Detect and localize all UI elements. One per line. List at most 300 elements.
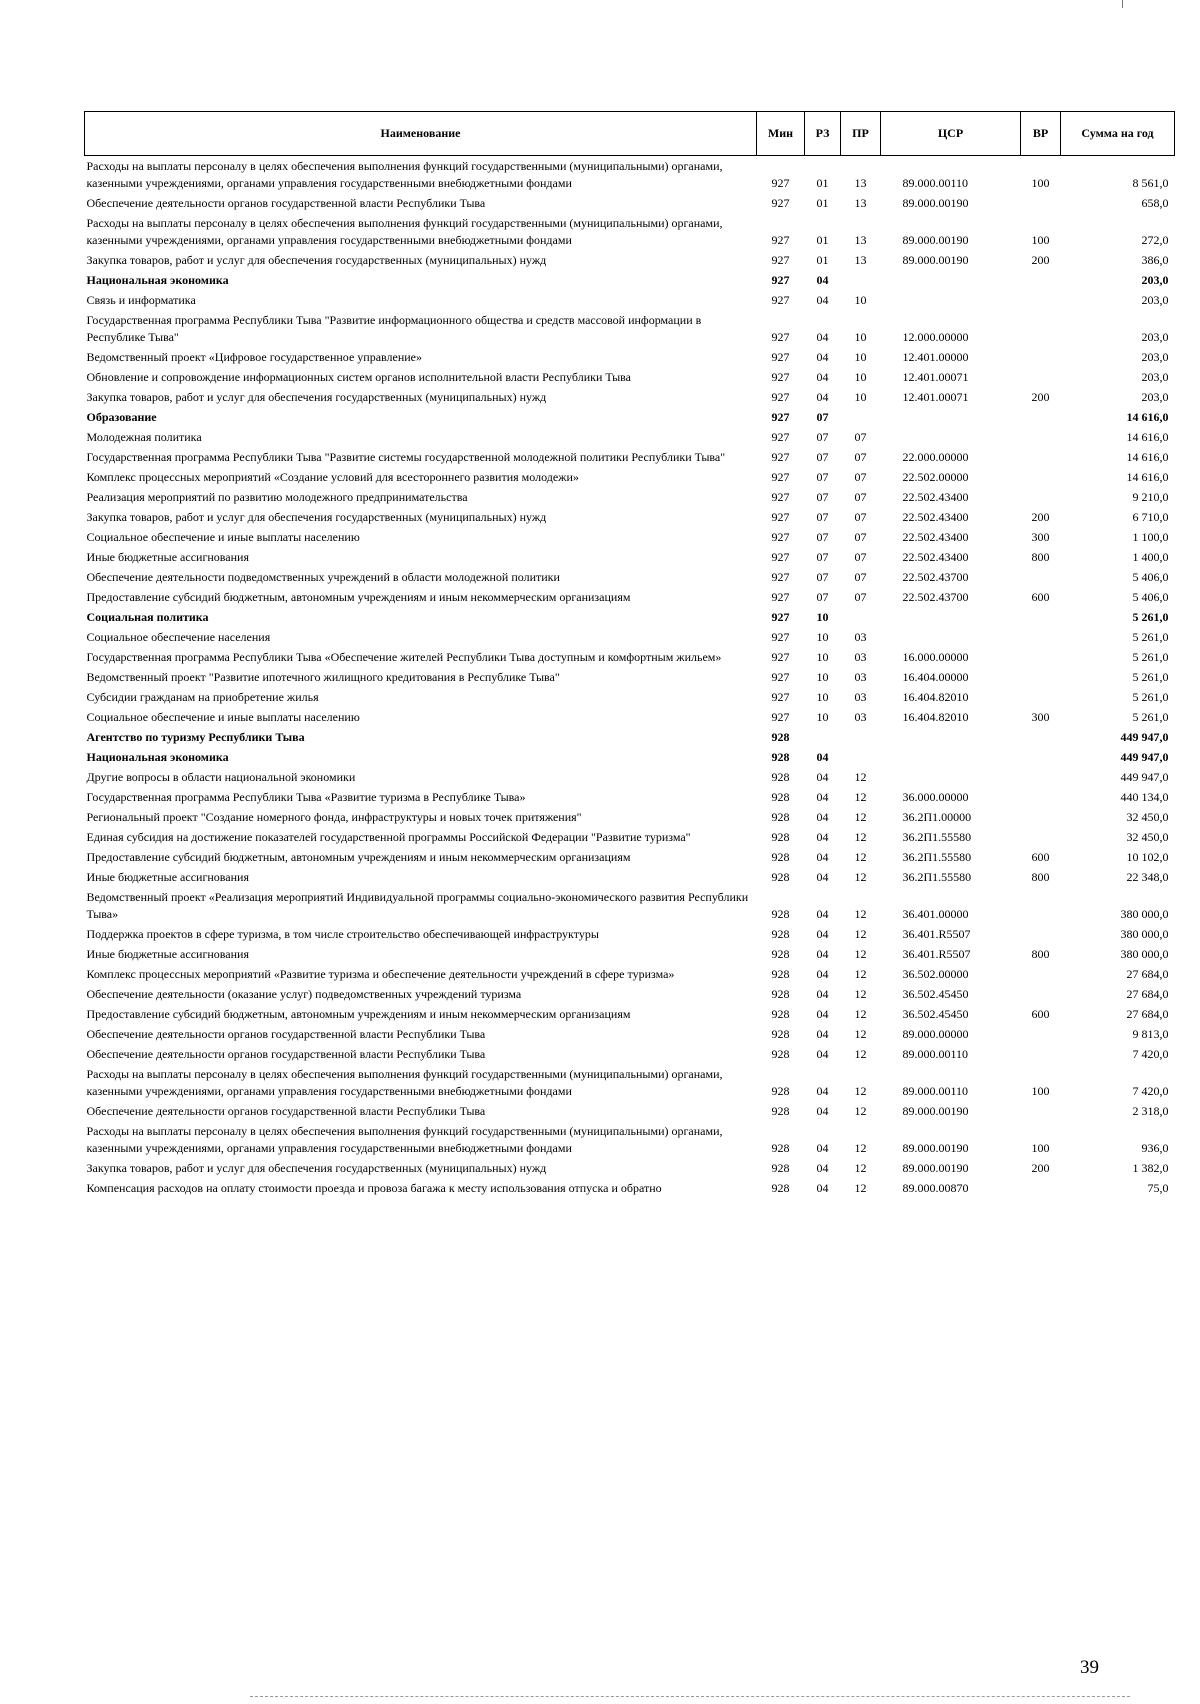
table-row — [85, 687, 1175, 707]
table-row — [85, 847, 1175, 867]
cell-csr: 36.502.45450 — [902, 987, 969, 1001]
cell-name: Государственная программа Республики Тыва «Развитие туризма в Республике Тыва» — [86, 790, 526, 804]
cell-vr — [1021, 827, 1061, 847]
cell-pr: 10 — [854, 350, 867, 364]
cell-pr: 07 — [854, 530, 867, 544]
cell-pr: 12 — [854, 1141, 867, 1155]
table-row — [85, 270, 1175, 290]
table-body — [85, 156, 1175, 1199]
cell-csr — [881, 727, 1021, 747]
header-csr: ЦСР — [881, 112, 1021, 156]
cell-sum: 936,0 — [1141, 1141, 1169, 1155]
cell-pr: 12 — [854, 987, 867, 1001]
cell-pr: 12 — [854, 870, 867, 884]
cell-pr: 12 — [854, 1084, 867, 1098]
cell-rz: 07 — [816, 470, 829, 484]
cell-rz: 07 — [816, 530, 829, 544]
cell-min: 927 — [771, 293, 790, 307]
cell-rz: 04 — [816, 927, 829, 941]
cell-vr — [1021, 984, 1061, 1004]
table-row — [85, 984, 1175, 1004]
cell-min: 928 — [771, 927, 790, 941]
cell-min: 927 — [771, 710, 790, 724]
header-sum: Сумма на год — [1061, 112, 1175, 156]
cell-name: Социальное обеспечение и иные выплаты населению — [86, 710, 360, 724]
cell-pr: 12 — [854, 770, 867, 784]
cell-name: Обеспечение деятельности органов государственной власти Республики Тыва — [86, 1104, 486, 1118]
cell-rz: 04 — [816, 293, 829, 307]
cell-pr: 10 — [854, 293, 867, 307]
cell-pr — [841, 407, 881, 427]
table-row — [85, 347, 1175, 367]
cell-vr: 200 — [1031, 390, 1050, 404]
cell-name: Образование — [86, 410, 157, 424]
scan-artifact-tick — [1122, 0, 1123, 8]
cell-csr: 89.000.00190 — [902, 253, 969, 267]
table-row — [85, 747, 1175, 767]
table-row — [85, 310, 1175, 347]
cell-name: Закупка товаров, работ и услуг для обеспечения государственных (муниципальных) нужд — [86, 510, 547, 524]
cell-rz: 04 — [816, 1047, 829, 1061]
cell-pr: 13 — [854, 233, 867, 247]
cell-name: Обеспечение деятельности органов государственной власти Республики Тыва — [86, 1047, 486, 1061]
cell-min: 928 — [771, 1047, 790, 1061]
cell-name: Агентство по туризму Республики Тыва — [86, 730, 305, 744]
table-row — [85, 447, 1175, 467]
cell-sum: 203,0 — [1141, 390, 1169, 404]
cell-sum: 203,0 — [1141, 273, 1169, 287]
cell-pr: 12 — [854, 927, 867, 941]
table-row — [85, 1158, 1175, 1178]
cell-sum: 5 406,0 — [1132, 590, 1169, 604]
cell-name: Предоставление субсидий бюджетным, автономным учреждениям и иным некоммерческим организациям — [86, 850, 631, 864]
cell-min: 927 — [771, 490, 790, 504]
cell-vr — [1021, 787, 1061, 807]
table-row — [85, 527, 1175, 547]
cell-rz: 07 — [816, 490, 829, 504]
cell-pr: 07 — [854, 510, 867, 524]
table-row — [85, 707, 1175, 727]
cell-name: Комплекс процессных мероприятий «Создание условий для всестороннего развития молодежи» — [86, 470, 579, 484]
cell-min: 927 — [771, 510, 790, 524]
cell-csr: 12.401.00071 — [902, 390, 969, 404]
cell-rz: 04 — [816, 870, 829, 884]
cell-sum: 1 400,0 — [1132, 550, 1169, 564]
cell-name: Национальная экономика — [86, 750, 229, 764]
cell-pr: 03 — [854, 630, 867, 644]
cell-min: 928 — [771, 770, 790, 784]
cell-csr: 16.404.82010 — [902, 710, 969, 724]
cell-rz: 10 — [816, 690, 829, 704]
cell-csr: 89.000.00190 — [902, 1161, 969, 1175]
cell-rz: 04 — [816, 1084, 829, 1098]
cell-vr — [1021, 447, 1061, 467]
cell-rz: 04 — [816, 1181, 829, 1195]
cell-name: Обеспечение деятельности органов государственной власти Республики Тыва — [86, 196, 486, 210]
cell-min: 927 — [771, 570, 790, 584]
cell-sum: 386,0 — [1141, 253, 1169, 267]
cell-vr: 200 — [1031, 253, 1050, 267]
header-vr: ВР — [1021, 112, 1061, 156]
cell-csr: 22.502.00000 — [902, 470, 969, 484]
header-name: Наименование — [85, 112, 757, 156]
cell-vr: 200 — [1031, 510, 1050, 524]
table-row — [85, 427, 1175, 447]
cell-rz: 01 — [816, 253, 829, 267]
table-row — [85, 607, 1175, 627]
table-row — [85, 567, 1175, 587]
cell-vr — [1021, 467, 1061, 487]
cell-csr: 36.2П1.00000 — [902, 810, 972, 824]
cell-csr — [881, 270, 1021, 290]
cell-rz: 01 — [816, 176, 829, 190]
cell-min: 928 — [771, 947, 790, 961]
cell-vr — [1021, 567, 1061, 587]
cell-min: 927 — [771, 530, 790, 544]
cell-sum: 203,0 — [1141, 330, 1169, 344]
cell-vr — [1021, 627, 1061, 647]
cell-vr — [1021, 407, 1061, 427]
cell-vr: 600 — [1031, 1007, 1050, 1021]
cell-name: Предоставление субсидий бюджетным, автономным учреждениям и иным некоммерческим организациям — [86, 1007, 631, 1021]
cell-rz: 10 — [816, 650, 829, 664]
cell-csr: 22.502.43400 — [902, 550, 969, 564]
cell-csr: 22.000.00000 — [902, 450, 969, 464]
table-row — [85, 787, 1175, 807]
cell-min: 928 — [771, 907, 790, 921]
cell-sum: 10 102,0 — [1126, 850, 1169, 864]
header-min: Мин — [757, 112, 805, 156]
cell-name: Ведомственный проект «Реализация мероприятий Индивидуальной программы социально-экономического развития Республики Тыва» — [86, 890, 749, 921]
cell-pr: 07 — [854, 430, 867, 444]
cell-sum: 272,0 — [1141, 233, 1169, 247]
cell-pr: 13 — [854, 176, 867, 190]
cell-sum: 14 616,0 — [1126, 430, 1169, 444]
header-pr: ПР — [841, 112, 881, 156]
cell-min: 928 — [771, 850, 790, 864]
cell-vr: 100 — [1031, 1141, 1050, 1155]
cell-vr — [1021, 367, 1061, 387]
cell-name: Государственная программа Республики Тыва «Обеспечение жителей Республики Тыва доступным и комфортным жильем» — [86, 650, 722, 664]
cell-csr — [881, 627, 1021, 647]
cell-rz: 04 — [816, 987, 829, 1001]
table-row — [85, 156, 1175, 194]
cell-pr: 12 — [854, 850, 867, 864]
cell-vr — [1021, 310, 1061, 347]
cell-name: Обеспечение деятельности подведомственных учреждений в области молодежной политики — [86, 570, 560, 584]
cell-pr: 12 — [854, 1181, 867, 1195]
table-row — [85, 387, 1175, 407]
budget-table-document — [84, 111, 1174, 1198]
cell-min: 928 — [771, 730, 790, 744]
cell-vr — [1021, 487, 1061, 507]
cell-sum: 5 261,0 — [1132, 690, 1169, 704]
cell-csr: 89.000.00110 — [902, 176, 969, 190]
cell-name: Государственная программа Республики Тыва "Развитие системы государственной молодежной политики Республики Тыва" — [86, 450, 726, 464]
table-row — [85, 367, 1175, 387]
cell-csr — [881, 747, 1021, 767]
cell-rz: 04 — [816, 907, 829, 921]
cell-csr: 16.404.82010 — [902, 690, 969, 704]
table-row — [85, 547, 1175, 567]
cell-name: Национальная экономика — [86, 273, 229, 287]
cell-rz: 04 — [816, 850, 829, 864]
cell-name: Другие вопросы в области национальной экономики — [86, 770, 356, 784]
cell-csr: 89.000.00190 — [902, 233, 969, 247]
cell-sum: 449 947,0 — [1120, 770, 1169, 784]
cell-csr: 22.502.43400 — [902, 530, 969, 544]
cell-pr: 12 — [854, 907, 867, 921]
cell-rz: 04 — [816, 390, 829, 404]
cell-csr: 89.000.00870 — [902, 1181, 969, 1195]
cell-pr: 12 — [854, 967, 867, 981]
cell-vr: 800 — [1031, 550, 1050, 564]
cell-name: Молодежная политика — [86, 430, 202, 444]
cell-pr — [841, 747, 881, 767]
cell-vr — [1021, 1024, 1061, 1044]
table-row — [85, 924, 1175, 944]
cell-sum: 5 406,0 — [1132, 570, 1169, 584]
cell-vr: 300 — [1031, 530, 1050, 544]
cell-rz: 10 — [816, 610, 829, 624]
cell-sum: 75,0 — [1147, 1181, 1169, 1195]
cell-vr: 800 — [1031, 870, 1050, 884]
table-row — [85, 290, 1175, 310]
cell-min: 927 — [771, 610, 790, 624]
cell-min: 927 — [771, 330, 790, 344]
cell-name: Единая субсидия на достижение показателей государственной программы Российской Федерации "Развитие туризма" — [86, 830, 691, 844]
cell-rz: 04 — [816, 830, 829, 844]
cell-rz: 04 — [816, 1161, 829, 1175]
cell-sum: 5 261,0 — [1132, 670, 1169, 684]
table-row — [85, 250, 1175, 270]
cell-name: Обеспечение деятельности органов государственной власти Республики Тыва — [86, 1027, 486, 1041]
cell-rz: 04 — [816, 370, 829, 384]
cell-name: Обновление и сопровождение информационных систем органов исполнительной власти Республики Тыва — [86, 370, 631, 384]
cell-rz — [805, 727, 841, 747]
cell-csr: 89.000.00190 — [902, 1141, 969, 1155]
cell-csr: 12.000.00000 — [902, 330, 969, 344]
cell-csr: 36.502.45450 — [902, 1007, 969, 1021]
cell-name: Иные бюджетные ассигнования — [86, 870, 249, 884]
cell-vr — [1021, 767, 1061, 787]
cell-pr: 07 — [854, 590, 867, 604]
cell-csr: 22.502.43700 — [902, 590, 969, 604]
cell-pr: 12 — [854, 1007, 867, 1021]
cell-csr: 36.2П1.55580 — [902, 830, 972, 844]
cell-csr: 89.000.00110 — [902, 1084, 969, 1098]
header-rz: РЗ — [805, 112, 841, 156]
cell-name: Расходы на выплаты персоналу в целях обеспечения выполнения функций государственными (муниципальными) органами, казенными учреждениями, органами управления государственными внебюджетными фондами — [86, 1067, 723, 1098]
cell-pr: 13 — [854, 196, 867, 210]
cell-rz: 04 — [816, 273, 829, 287]
cell-sum: 14 616,0 — [1126, 410, 1169, 424]
cell-min: 928 — [771, 987, 790, 1001]
cell-min: 927 — [771, 273, 790, 287]
cell-pr: 03 — [854, 710, 867, 724]
cell-csr: 16.404.00000 — [902, 670, 969, 684]
cell-min: 927 — [771, 630, 790, 644]
cell-name: Комплекс процессных мероприятий «Развитие туризма и обеспечение деятельности учреждений в сфере туризма» — [86, 967, 675, 981]
cell-vr — [1021, 270, 1061, 290]
cell-min: 928 — [771, 1007, 790, 1021]
table-row — [85, 867, 1175, 887]
cell-vr — [1021, 607, 1061, 627]
cell-min: 928 — [771, 1027, 790, 1041]
cell-sum: 440 134,0 — [1120, 790, 1169, 804]
cell-rz: 10 — [816, 710, 829, 724]
cell-vr — [1021, 964, 1061, 984]
cell-sum: 1 382,0 — [1132, 1161, 1169, 1175]
cell-csr: 36.502.00000 — [902, 967, 969, 981]
cell-pr: 12 — [854, 1047, 867, 1061]
cell-min: 927 — [771, 650, 790, 664]
cell-rz: 07 — [816, 570, 829, 584]
cell-vr: 600 — [1031, 590, 1050, 604]
cell-min: 928 — [771, 1084, 790, 1098]
cell-sum: 380 000,0 — [1120, 907, 1169, 921]
cell-csr: 36.2П1.55580 — [902, 850, 972, 864]
cell-name: Иные бюджетные ассигнования — [86, 550, 249, 564]
cell-sum: 27 684,0 — [1126, 967, 1169, 981]
cell-name: Региональный проект "Создание номерного фонда, инфраструктуры и новых точек притяжения" — [86, 810, 582, 824]
table-row — [85, 627, 1175, 647]
cell-pr — [841, 727, 881, 747]
cell-csr: 12.401.00071 — [902, 370, 969, 384]
cell-name: Связь и информатика — [86, 293, 196, 307]
cell-name: Реализация мероприятий по развитию молодежного предпринимательства — [86, 490, 468, 504]
cell-name: Иные бюджетные ассигнования — [86, 947, 249, 961]
cell-rz: 04 — [816, 790, 829, 804]
cell-csr: 36.2П1.55580 — [902, 870, 972, 884]
cell-pr: 07 — [854, 570, 867, 584]
cell-name: Ведомственный проект «Цифровое государственное управление» — [86, 350, 423, 364]
table-row — [85, 407, 1175, 427]
page-number: 39 — [1080, 1657, 1099, 1678]
cell-vr: 100 — [1031, 176, 1050, 190]
cell-vr: 300 — [1031, 710, 1050, 724]
table-header — [85, 112, 1175, 156]
cell-csr: 22.502.43400 — [902, 510, 969, 524]
cell-rz: 04 — [816, 1007, 829, 1021]
table-row — [85, 1101, 1175, 1121]
cell-vr — [1021, 924, 1061, 944]
cell-vr: 800 — [1031, 947, 1050, 961]
cell-name: Закупка товаров, работ и услуг для обеспечения государственных (муниципальных) нужд — [86, 390, 547, 404]
cell-sum: 5 261,0 — [1132, 650, 1169, 664]
cell-pr: 03 — [854, 690, 867, 704]
cell-sum: 203,0 — [1141, 370, 1169, 384]
cell-vr — [1021, 193, 1061, 213]
table-row — [85, 807, 1175, 827]
cell-name: Социальная политика — [86, 610, 209, 624]
cell-min: 928 — [771, 1104, 790, 1118]
cell-rz: 07 — [816, 430, 829, 444]
cell-vr — [1021, 347, 1061, 367]
cell-vr — [1021, 667, 1061, 687]
cell-csr: 36.401.R5507 — [902, 947, 971, 961]
cell-rz: 07 — [816, 550, 829, 564]
table-row — [85, 767, 1175, 787]
cell-vr: 100 — [1031, 233, 1050, 247]
cell-name: Социальное обеспечение и иные выплаты населению — [86, 530, 360, 544]
cell-min: 928 — [771, 870, 790, 884]
table-row — [85, 827, 1175, 847]
scan-artifact-line — [250, 1696, 1130, 1698]
cell-min: 927 — [771, 233, 790, 247]
cell-rz: 10 — [816, 670, 829, 684]
cell-pr: 13 — [854, 253, 867, 267]
table-row — [85, 507, 1175, 527]
cell-sum: 32 450,0 — [1126, 810, 1169, 824]
table-row — [85, 1064, 1175, 1101]
cell-min: 928 — [771, 790, 790, 804]
cell-name: Закупка товаров, работ и услуг для обеспечения государственных (муниципальных) нужд — [86, 1161, 547, 1175]
cell-vr — [1021, 687, 1061, 707]
cell-csr — [881, 427, 1021, 447]
cell-csr — [881, 767, 1021, 787]
cell-vr — [1021, 1178, 1061, 1198]
cell-rz: 07 — [816, 590, 829, 604]
cell-pr: 07 — [854, 550, 867, 564]
cell-sum: 380 000,0 — [1120, 927, 1169, 941]
cell-sum: 2 318,0 — [1132, 1104, 1169, 1118]
cell-name: Предоставление субсидий бюджетным, автономным учреждениям и иным некоммерческим организациям — [86, 590, 631, 604]
cell-rz: 04 — [816, 810, 829, 824]
cell-min: 927 — [771, 470, 790, 484]
cell-sum: 5 261,0 — [1132, 610, 1169, 624]
cell-csr — [881, 407, 1021, 427]
cell-sum: 27 684,0 — [1126, 1007, 1169, 1021]
table-row — [85, 667, 1175, 687]
cell-csr: 89.000.00000 — [902, 1027, 969, 1041]
table-row — [85, 487, 1175, 507]
cell-csr: 89.000.00190 — [902, 196, 969, 210]
cell-min: 927 — [771, 550, 790, 564]
cell-csr: 89.000.00190 — [902, 1104, 969, 1118]
cell-min: 927 — [771, 350, 790, 364]
cell-csr: 89.000.00110 — [902, 1047, 969, 1061]
cell-name: Расходы на выплаты персоналу в целях обеспечения выполнения функций государственными (муниципальными) органами, казенными учреждениями, органами управления государственными внебюджетными фондами — [86, 216, 723, 247]
cell-csr: 36.401.R5507 — [902, 927, 971, 941]
table-row — [85, 1004, 1175, 1024]
cell-min: 927 — [771, 196, 790, 210]
cell-rz: 04 — [816, 1104, 829, 1118]
cell-pr: 12 — [854, 830, 867, 844]
cell-rz: 04 — [816, 1141, 829, 1155]
cell-name: Поддержка проектов в сфере туризма, в том числе строительство обеспечивающей инфраструктуры — [86, 927, 599, 941]
table-row — [85, 887, 1175, 924]
cell-sum: 9 210,0 — [1132, 490, 1169, 504]
cell-vr: 200 — [1031, 1161, 1050, 1175]
cell-pr: 12 — [854, 947, 867, 961]
cell-sum: 380 000,0 — [1120, 947, 1169, 961]
cell-name: Расходы на выплаты персоналу в целях обеспечения выполнения функций государственными (муниципальными) органами, казенными учреждениями, органами управления государственными внебюджетными фондами — [86, 1124, 723, 1155]
cell-rz: 04 — [816, 350, 829, 364]
cell-min: 927 — [771, 690, 790, 704]
cell-sum: 14 616,0 — [1126, 450, 1169, 464]
cell-min: 927 — [771, 176, 790, 190]
cell-min: 928 — [771, 967, 790, 981]
cell-name: Расходы на выплаты персоналу в целях обеспечения выполнения функций государственными (муниципальными) органами, казенными учреждениями, органами управления государственными внебюджетными фондами — [86, 159, 723, 190]
cell-min: 927 — [771, 450, 790, 464]
cell-min: 927 — [771, 390, 790, 404]
cell-min: 927 — [771, 430, 790, 444]
cell-pr: 07 — [854, 470, 867, 484]
table-row — [85, 964, 1175, 984]
cell-vr — [1021, 747, 1061, 767]
table-row — [85, 467, 1175, 487]
